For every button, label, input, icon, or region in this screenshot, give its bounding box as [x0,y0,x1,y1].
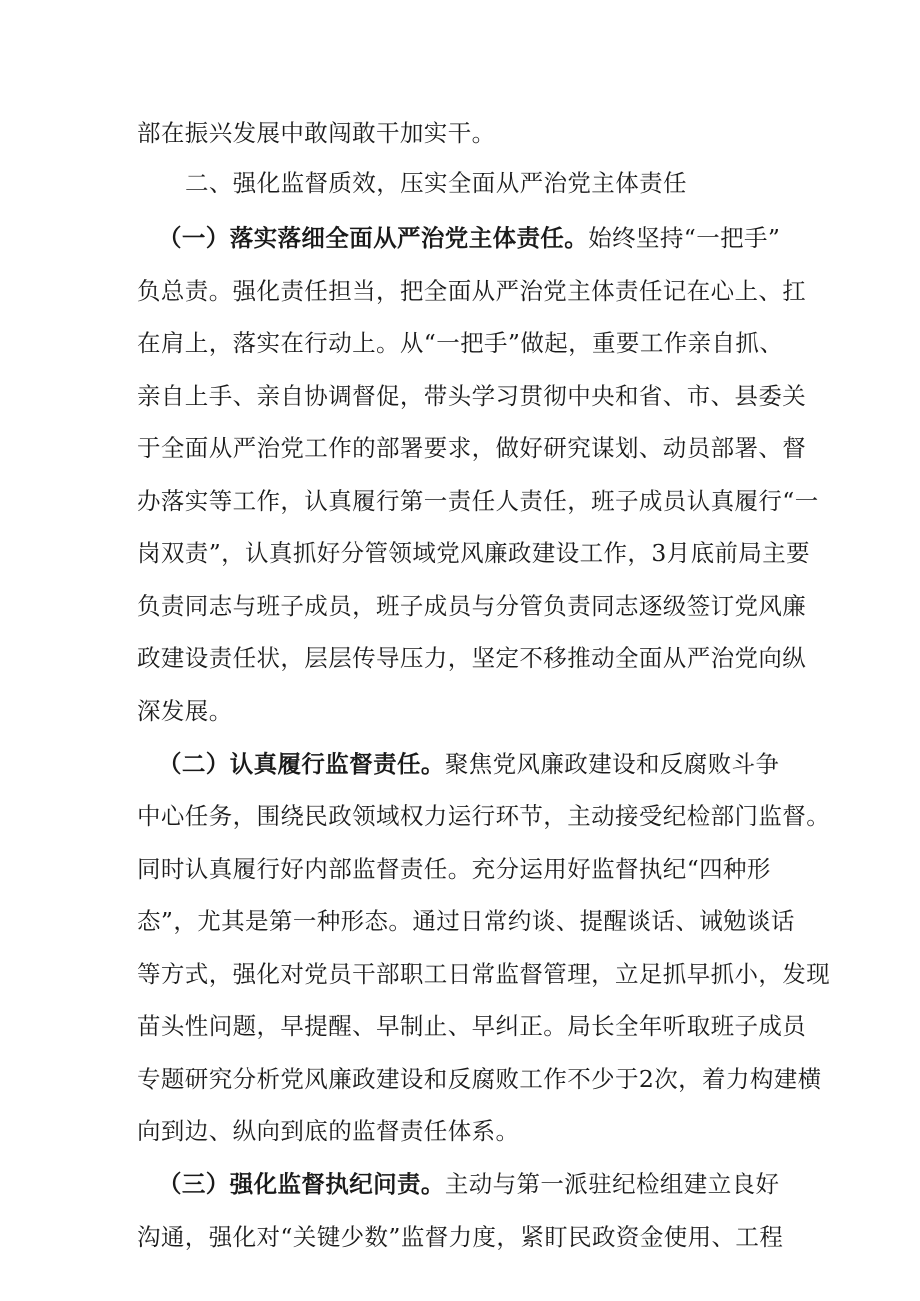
paragraph-line: 态”，尤其是第一种形态。通过日常约谈、提醒谈话、诫勉谈话 [137,907,795,935]
paragraph-line: 负总责。强化责任担当，把全面从严治党主体责任记在心上、扛 [137,277,807,305]
paragraph-line: 同时认真履行好内部监督责任。充分运用好监督执纪“四种形 [137,855,771,883]
subsection-1-title: （一）落实落细全面从严治党主体责任。 [158,224,589,252]
paragraph-text: 主动与第一派驻纪检组建立良好 [444,1170,780,1198]
paragraph-text: 始终坚持“一把手” [588,224,781,252]
paragraph-line: 等方式，强化对党员干部职工日常监督管理，立足抓早抓小，发现 [137,960,831,988]
subsection-2-line [158,748,818,780]
subsection-3-title: （三）强化监督执纪问责。 [158,1170,445,1198]
subsection-3-line [158,1168,818,1200]
paragraph-line: 中心任务，围绕民政领域权力运行环节，主动接受纪检部门监督。 [137,802,831,830]
paragraph-line: 岗双责”，认真抓好分管领域党风廉政建设工作，3月底前局主要 [137,539,811,567]
paragraph-line: 亲自上手、亲自协调督促，带头学习贯彻中央和省、市、县委关 [137,382,807,410]
paragraph-line: 在肩上，落实在行动上。从“一把手”做起，重要工作亲自抓、 [137,329,784,357]
paragraph-line: 沟通，强化对“关键少数”监督力度，紧盯民政资金使用、工程 [137,1223,784,1251]
paragraph-line: 苗头性问题，早提醒、早制止、早纠正。局长全年听取班子成员 [137,1012,807,1040]
paragraph-line: 办落实等工作，认真履行第一责任人责任，班子成员认真履行“一 [137,487,819,515]
paragraph-line: 向到边、纵向到底的监督责任体系。 [137,1117,520,1145]
paragraph-line: 部在振兴发展中敢闯敢干加实干。 [137,119,496,147]
paragraph-line: 负责同志与班子成员，班子成员与分管负责同志逐级签订党风廉 [137,592,807,620]
subsection-2-title: （二）认真履行监督责任。 [158,750,445,778]
paragraph-line: 深发展。 [137,697,233,725]
paragraph-line: 专题研究分析党风廉政建设和反腐败工作不少于2次，着力构建横 [137,1065,822,1093]
section-heading: 二、强化监督质效，压实全面从严治党主体责任 [185,169,687,197]
paragraph-text: 聚焦党风廉政建设和反腐败斗争 [444,750,780,778]
paragraph-line: 政建设责任状，层层传导压力，坚定不移推动全面从严治党向纵 [137,644,807,672]
paragraph-line: 于全面从严治党工作的部署要求，做好研究谋划、动员部署、督 [137,434,807,462]
subsection-1-line [158,222,818,254]
